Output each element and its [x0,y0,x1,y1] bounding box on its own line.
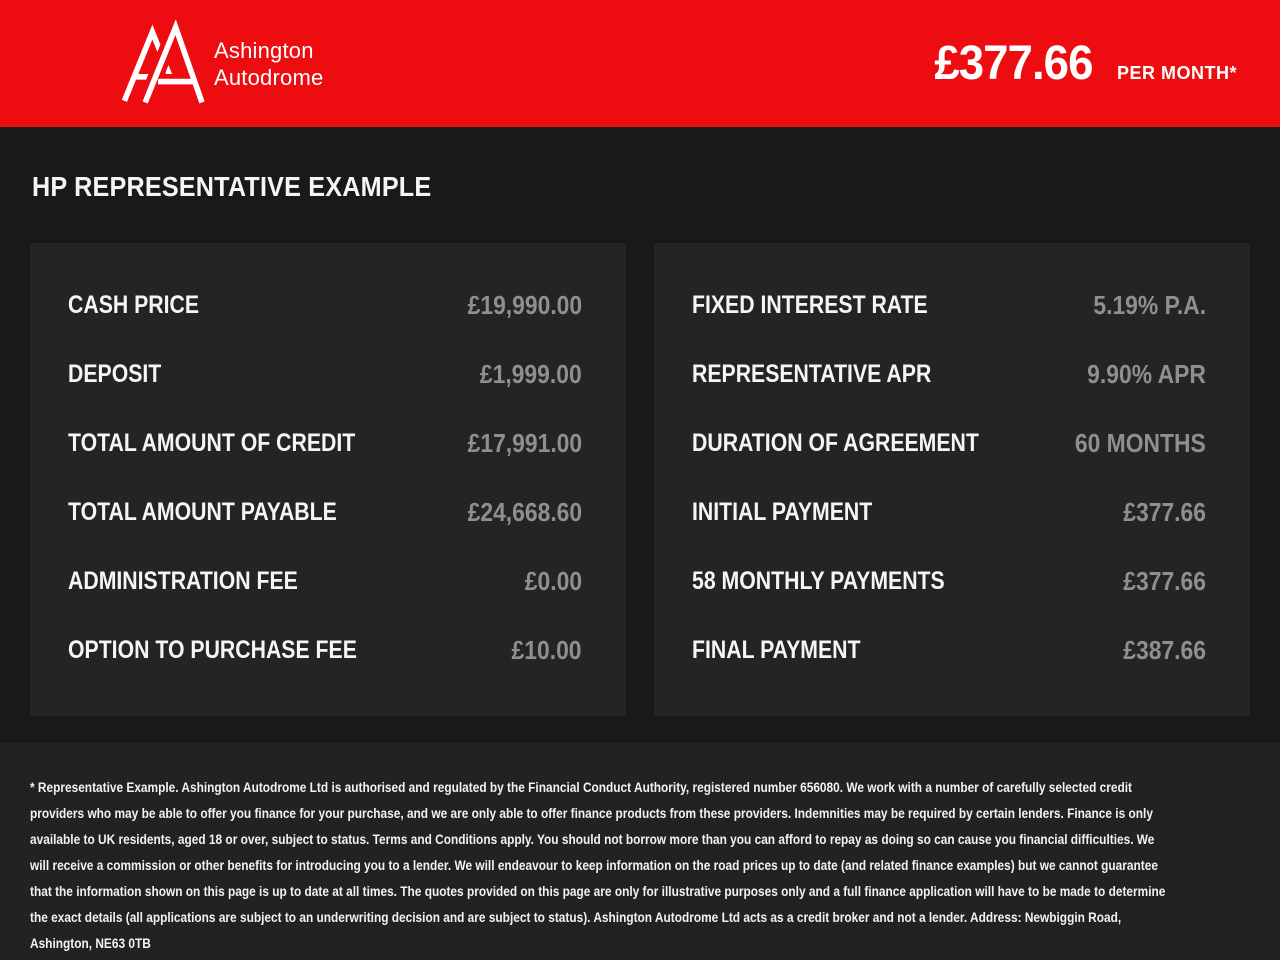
ashington-autodrome-aa-icon [118,20,206,108]
row-label-apr: REPRESENTATIVE APR [692,360,932,388]
brand-name-line1: Ashington [214,37,314,63]
row-value-fixed-rate: 5.19% P.A. [1093,290,1206,320]
monthly-price-suffix: PER MONTH* [1116,63,1237,83]
row-value-initial-payment: £377.66 [1123,497,1206,527]
row-value-duration: 60 MONTHS [1075,428,1206,458]
table-row [68,409,582,478]
table-row [692,409,1206,478]
row-value-admin-fee: £0.00 [524,566,582,596]
header-banner [0,0,1280,127]
table-row [68,271,582,340]
finance-example-section [0,127,1280,716]
row-value-total-credit: £17,991.00 [467,428,582,458]
brand-logo [118,20,323,108]
table-row [692,547,1206,616]
row-value-deposit: £1,999.00 [480,359,582,389]
row-label-duration: DURATION OF AGREEMENT [692,429,979,457]
table-row [68,547,582,616]
row-value-final-payment: £387.66 [1123,635,1206,665]
disclaimer-text: * Representative Example. Ashington Autodrome Ltd is authorised and regulated by the Financial Conduct Authority, registered number 656080. We work with a number of carefully selected credit providers who may be able to offer you finance for your purchase, and we are only able to offer finance products from these providers. Indemnities may be required by certain lenders. Finance is only available to UK residents, aged 18 or over, subject to status. Terms and Conditions apply. You should not borrow more than you can afford to repay as doing so can cause you financial difficulties. We will receive a commission or other benefits for introducing you to a lender. We will endeavour to keep information on the road prices up to date (and related finance examples) but we cannot guarantee that the information shown on this page is up to date at all times. The quotes provided on this page are only for illustrative purposes only and a full finance application will have to be made to determine the exact details (all applications are subject to an underwriting decision and are subject to status). Ashington Autodrome Ltd acts as a credit broker and not a lender. Address: Newbiggin Road, Ashington, NE63 0TB [30,780,1166,951]
table-row [68,340,582,409]
row-label-admin-fee: ADMINISTRATION FEE [68,567,298,595]
monthly-price: £377.66 [934,37,1093,90]
row-value-total-payable: £24,668.60 [467,497,582,527]
finance-panels [30,243,1250,716]
brand-name [214,37,323,91]
row-label-option-fee: OPTION TO PURCHASE FEE [68,636,357,664]
row-label-cash-price: CASH PRICE [68,291,200,319]
row-label-total-payable: TOTAL AMOUNT PAYABLE [68,498,337,526]
row-label-initial-payment: INITIAL PAYMENT [692,498,873,526]
monthly-price-group [926,36,1237,91]
row-value-apr: 9.90% APR [1087,359,1206,389]
table-row [68,616,582,685]
table-row [68,478,582,547]
row-label-monthly-payments: 58 MONTHLY PAYMENTS [692,567,945,595]
table-row [692,271,1206,340]
finance-panel-left [30,243,626,716]
row-value-option-fee: £10.00 [512,635,582,665]
table-row [692,340,1206,409]
page-title: HP REPRESENTATIVE EXAMPLE [32,171,432,202]
row-value-cash-price: £19,990.00 [467,290,582,320]
table-row [692,616,1206,685]
finance-panel-right [654,243,1250,716]
row-label-fixed-rate: FIXED INTEREST RATE [692,291,928,319]
row-label-total-credit: TOTAL AMOUNT OF CREDIT [68,429,356,457]
row-label-deposit: DEPOSIT [68,360,162,388]
row-value-monthly-payments: £377.66 [1123,566,1206,596]
brand-name-line2: Autodrome [214,64,324,90]
table-row [692,478,1206,547]
disclaimer-footer [0,743,1280,960]
row-label-final-payment: FINAL PAYMENT [692,636,861,664]
